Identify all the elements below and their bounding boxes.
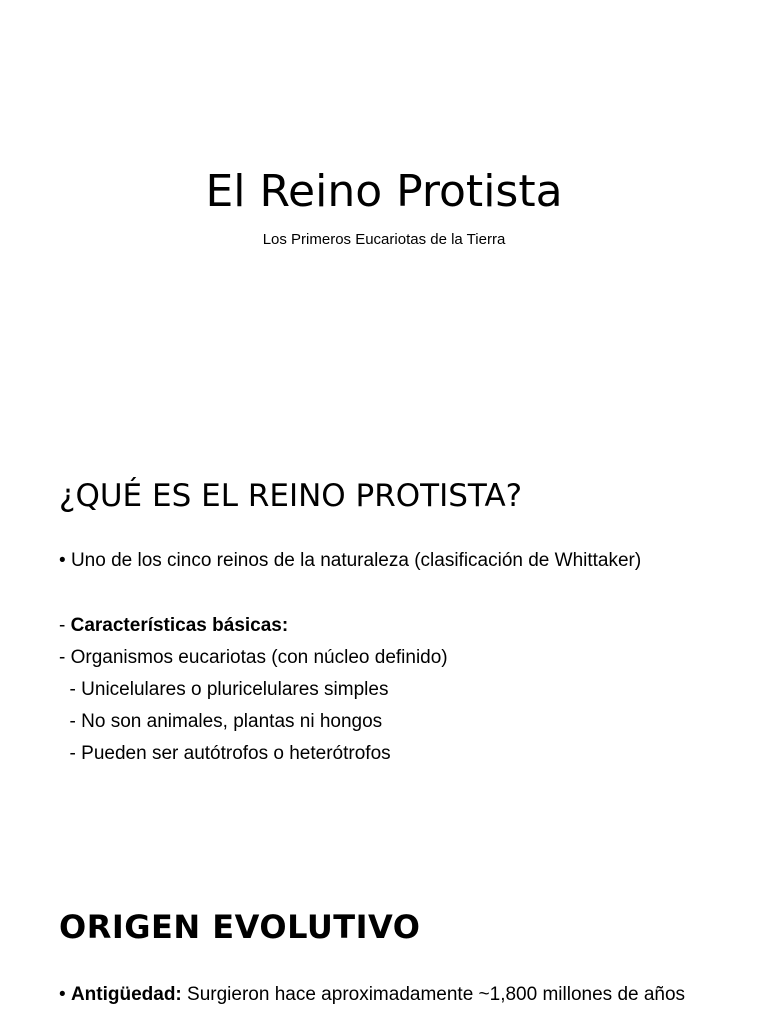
antiquity-label: Antigüedad: [70, 984, 182, 1005]
dash-prefix: - [59, 615, 71, 636]
antiquity-text: Surgieron hace aproximadamente ~1,800 millones de años [181, 984, 686, 1005]
characteristics-label-line [59, 610, 288, 642]
page-title: El Reino Protista [205, 166, 563, 217]
section-heading-origin: ORIGEN EVOLUTIVO [59, 908, 421, 946]
section-heading-what-is: ¿QUÉ ES EL REINO PROTISTA? [59, 478, 523, 514]
bullet-marker: • [59, 984, 66, 1005]
bullet-item-antiquity [59, 979, 685, 1011]
bullet-text: Uno de los cinco reinos de la naturaleza (clasificación de Whittaker) [70, 550, 642, 571]
list-item: - Organismos eucariotas (con núcleo definido) [59, 647, 448, 668]
list-item: - Unicelulares o pluricelulares simples [59, 679, 389, 700]
list-item: - No son animales, plantas ni hongos [59, 711, 383, 732]
bullet-item-whittaker [59, 545, 641, 577]
bullet-marker: • [59, 550, 66, 571]
characteristics-label: Características básicas: [70, 615, 289, 636]
list-item: - Pueden ser autótrofos o heterótrofos [59, 743, 391, 764]
title-slide [0, 0, 768, 420]
page-subtitle: Los Primeros Eucariotas de la Tierra [262, 231, 506, 248]
